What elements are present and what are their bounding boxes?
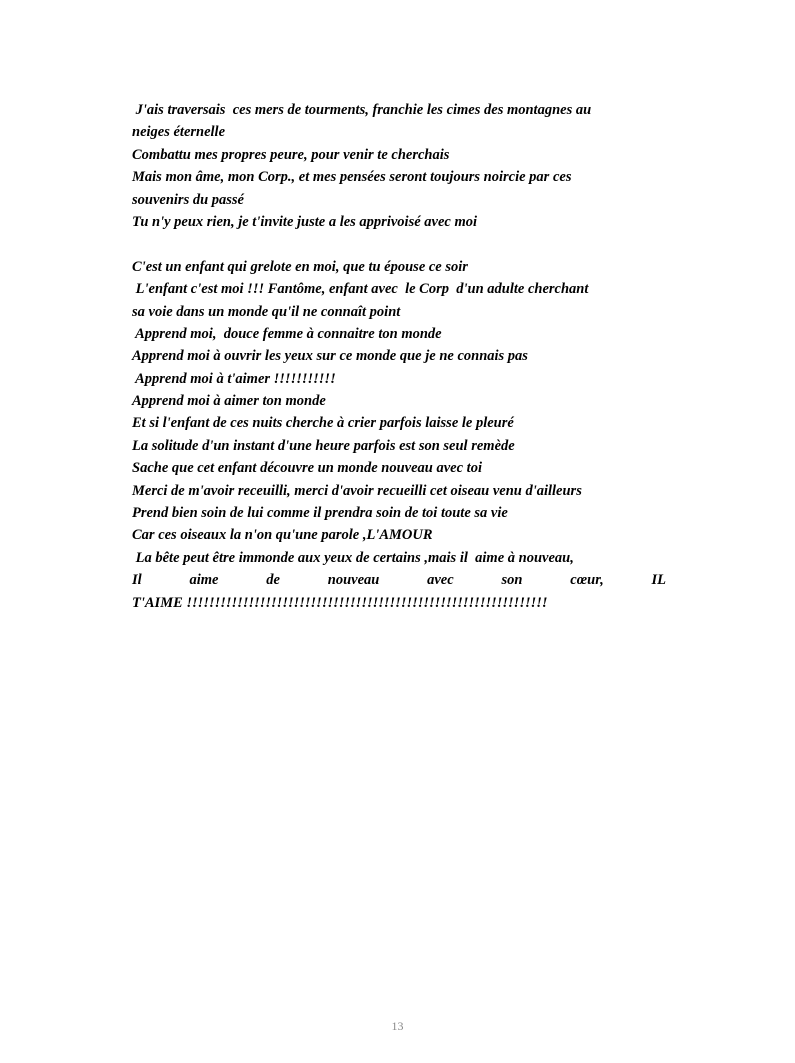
poem-word: aime bbox=[189, 572, 219, 589]
poem-line: Apprend moi à t'aimer !!!!!!!!!!! bbox=[132, 370, 336, 387]
poem-line: La solitude d'un instant d'une heure parfois est son seul remède bbox=[132, 437, 515, 454]
poem-word: IL bbox=[651, 572, 666, 589]
poem-line: Sache que cet enfant découvre un monde nouveau avec toi bbox=[132, 460, 482, 477]
poem-line: Prend bien soin de lui comme il prendra soin de toi toute sa vie bbox=[132, 505, 508, 522]
poem-line: Tu n'y peux rien, je t'invite juste a les apprivoisé avec moi bbox=[132, 213, 478, 230]
poem-line-justified bbox=[132, 569, 666, 591]
poem-line: Apprend moi à aimer ton monde bbox=[132, 393, 326, 410]
poem-word: son bbox=[501, 572, 523, 589]
poem-word: nouveau bbox=[327, 572, 380, 589]
poem-body bbox=[132, 99, 666, 614]
poem-line: Merci de m'avoir receuilli, merci d'avoir recueilli cet oiseau venu d'ailleurs bbox=[132, 482, 582, 499]
poem-word: Il bbox=[132, 572, 142, 589]
poem-line: Combattu mes propres peure, pour venir te cherchais bbox=[132, 146, 450, 163]
poem-line: neiges éternelle bbox=[132, 124, 226, 141]
poem-line: L'enfant c'est moi !!! Fantôme, enfant avec le Corp d'un adulte cherchant bbox=[132, 281, 589, 298]
poem-line: sa voie dans un monde qu'il ne connaît point bbox=[132, 303, 401, 320]
poem-word: avec bbox=[427, 572, 454, 589]
poem-line: La bête peut être immonde aux yeux de certains ,mais il aime à nouveau, bbox=[132, 549, 574, 566]
poem-word: cœur, bbox=[570, 572, 604, 589]
stanza-break bbox=[132, 233, 666, 255]
poem-line: Mais mon âme, mon Corp., et mes pensées seront toujours noircie par ces bbox=[132, 169, 572, 186]
poem-line: Apprend moi, douce femme à connaitre ton monde bbox=[132, 325, 442, 342]
poem-line: J'ais traversais ces mers de tourments, franchie les cimes des montagnes au bbox=[132, 102, 592, 118]
poem-line: souvenirs du passé bbox=[132, 191, 244, 208]
poem-line: C'est un enfant qui grelote en moi, que tu épouse ce soir bbox=[132, 258, 468, 275]
poem-line: Car ces oiseaux la n'on qu'une parole ,L'AMOUR bbox=[132, 527, 433, 544]
poem-word: de bbox=[266, 572, 280, 589]
page-number: 13 bbox=[391, 1019, 404, 1033]
poem-line: Et si l'enfant de ces nuits cherche à crier parfois laisse le pleuré bbox=[132, 415, 514, 432]
poem-line: T'AIME !!!!!!!!!!!!!!!!!!!!!!!!!!!!!!!!!!!!!!!!!!!!!!!!!!!!!!!!!!!!!!!! bbox=[132, 594, 548, 611]
poem-line: Apprend moi à ouvrir les yeux sur ce monde que je ne connais pas bbox=[132, 348, 528, 365]
